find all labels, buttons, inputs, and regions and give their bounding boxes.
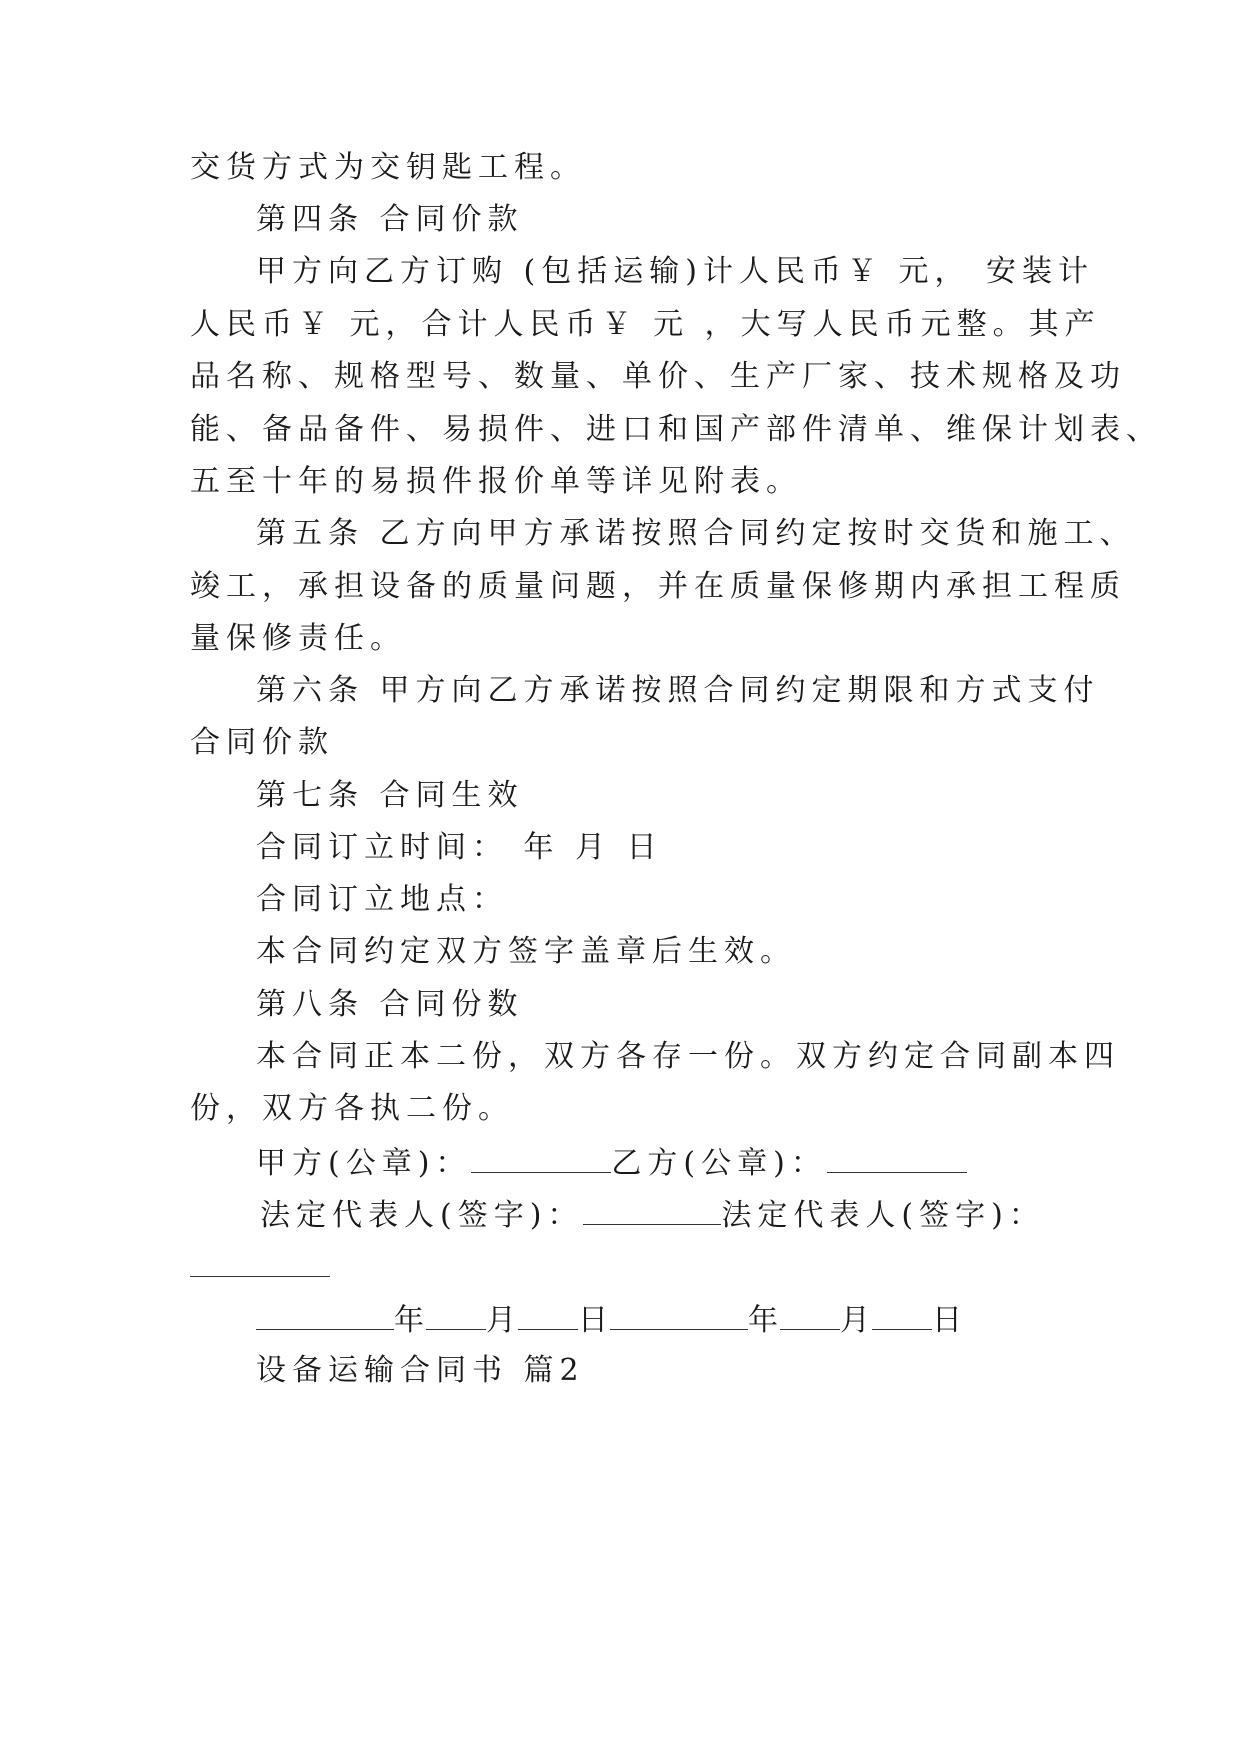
date-a-day-blank xyxy=(518,1299,578,1330)
party-b-seal-blank xyxy=(827,1142,967,1173)
paragraph-line: 品名称、规格型号、数量、单价、生产厂家、技术规格及功 xyxy=(190,359,1126,394)
paragraph-line: 份，双方各执二份。 xyxy=(190,1091,514,1126)
article-heading: 第五条 乙方向甲方承诺按照合同约定按时交货和施工、 xyxy=(256,516,1136,551)
rep-b-blank-row xyxy=(190,1246,330,1288)
paragraph-line: 量保修责任。 xyxy=(190,621,406,656)
paragraph-line: 本合同约定双方签字盖章后生效。 xyxy=(256,934,796,969)
article-heading: 第七条 合同生效 xyxy=(256,778,524,813)
rep-a-blank xyxy=(583,1194,721,1225)
paragraph-line: 五至十年的易损件报价单等详见附表。 xyxy=(190,464,802,499)
article-heading: 第八条 合同份数 xyxy=(256,987,524,1022)
date-a-year: 年 xyxy=(394,1303,426,1338)
party-a-seal-blank xyxy=(471,1142,611,1173)
rep-b-blank xyxy=(190,1246,330,1277)
date-a-month: 月 xyxy=(486,1303,518,1338)
next-section-heading: 设备运输合同书 篇2 xyxy=(256,1353,585,1388)
paragraph-line: 人民币￥ 元，合计人民币￥ 元 ，大写人民币元整。其产 xyxy=(190,307,1101,342)
paragraph-line: 能、备品备件、易损件、进口和国产部件清单、维保计划表、 xyxy=(190,412,1162,447)
date-b-year-blank xyxy=(610,1299,748,1330)
paragraph-line: 本合同正本二份，双方各存一份。双方约定合同副本四 xyxy=(256,1039,1120,1074)
paragraph-line: 合同价款 xyxy=(190,725,334,760)
article-heading: 第四条 合同价款 xyxy=(256,202,524,237)
date-a-year-blank xyxy=(256,1299,394,1330)
representative-row xyxy=(260,1194,1045,1236)
paragraph-line: 甲方向乙方订购 (包括运输)计人民币￥ 元， 安装计 xyxy=(256,254,1095,289)
date-a-day: 日 xyxy=(578,1303,610,1338)
party-b-seal-label: 乙方(公章)： xyxy=(611,1146,827,1181)
date-a-month-blank xyxy=(426,1299,486,1330)
article-heading: 第六条 甲方向乙方承诺按照合同约定期限和方式支付 xyxy=(256,673,1100,708)
party-a-seal-label: 甲方(公章)： xyxy=(256,1146,472,1181)
date-b-year: 年 xyxy=(748,1303,780,1338)
date-b-day: 日 xyxy=(932,1303,964,1338)
date-b-month: 月 xyxy=(840,1303,872,1338)
rep-b-label: 法定代表人(签字)： xyxy=(721,1198,1045,1233)
paragraph-line: 合同订立地点： xyxy=(256,882,508,917)
paragraph-line: 竣工，承担设备的质量问题，并在质量保修期内承担工程质 xyxy=(190,569,1126,604)
paragraph-line: 交货方式为交钥匙工程。 xyxy=(190,150,586,185)
date-row xyxy=(256,1299,964,1341)
date-b-day-blank xyxy=(872,1299,932,1330)
rep-a-label: 法定代表人(签字)： xyxy=(260,1198,584,1233)
date-b-month-blank xyxy=(780,1299,840,1330)
paragraph-line: 合同订立时间： 年 月 日 xyxy=(256,830,663,865)
seal-row xyxy=(256,1142,967,1184)
